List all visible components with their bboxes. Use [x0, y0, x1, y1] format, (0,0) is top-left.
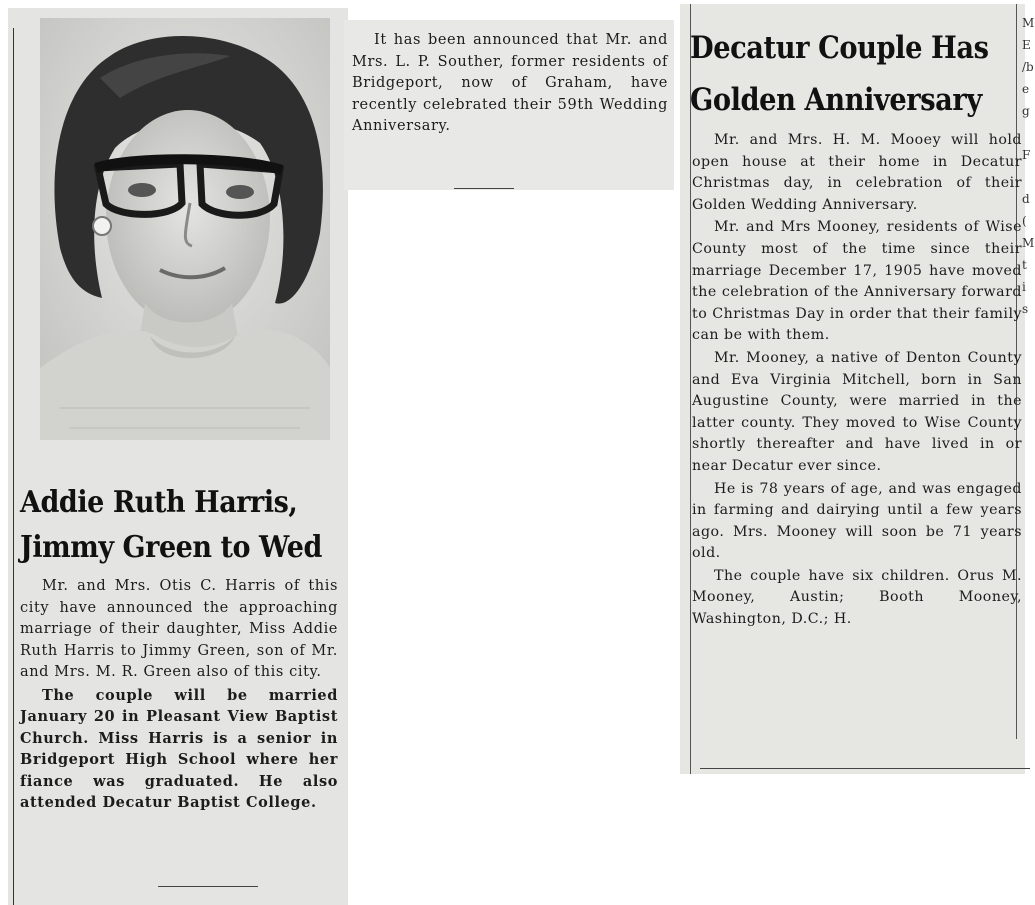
- fragment: e: [1022, 82, 1030, 96]
- wedding-paragraph-2: The couple will be married January 20 in Pleasant View Baptist Church. Miss Harris is a senior in Bridgeport High School where her fiance was graduated. He also attended Decatur Baptist College.: [20, 686, 338, 811]
- wedding-headline-line1: Addie Ruth Harris,: [20, 485, 298, 520]
- anniversary-paragraph-2: Mr. and Mrs Mooney, residents of Wise County most of the time since their marriage December 17, 1905 have moved the celebration of the Anniversary forward to Christmas Day in order that their family can be with them.: [692, 219, 1022, 344]
- anniversary-headline-line1: Decatur Couple Has: [690, 30, 989, 66]
- fragment: M: [1022, 16, 1035, 30]
- end-rule: [700, 768, 1030, 769]
- fragment: i: [1022, 280, 1026, 294]
- wedding-announcement-clipping: [8, 8, 348, 905]
- anniversary-paragraph-5: The couple have six children. Orus M. Mooney, Austin; Booth Mooney, Washington, D.C.; H.: [692, 567, 1022, 628]
- fragment: M: [1022, 236, 1035, 250]
- end-rule: [454, 188, 514, 189]
- anniversary-paragraph-3: Mr. Mooney, a native of Denton County and Eva Virginia Mitchell, born in San Augustine County, were married in the latter county. They moved to Wise County shortly thereafter and have lived in or near Decatur ever since.: [692, 349, 1022, 474]
- souther-anniversary-clipping: [344, 20, 674, 190]
- wedding-paragraph-1: Mr. and Mrs. Otis C. Harris of this city have announced the approaching marriage of their daughter, Miss Addie Ruth Harris to Jimmy Green, son of Mr. and Mrs. M. R. Green also of this city.: [20, 578, 338, 680]
- column-rule: [13, 28, 14, 905]
- fragment-gap: [1022, 166, 1035, 188]
- fragment-gap: [1022, 122, 1035, 144]
- fragment: (: [1022, 214, 1027, 228]
- anniversary-story-body: [692, 130, 1022, 632]
- end-rule: [158, 886, 258, 887]
- souther-story-body: [352, 30, 668, 138]
- fragment: F: [1022, 148, 1031, 162]
- wedding-story-body: [20, 576, 338, 814]
- fragment: E: [1022, 38, 1031, 52]
- golden-anniversary-clipping: [676, 4, 1035, 904]
- fragment: d: [1022, 192, 1030, 206]
- fragment: /b: [1022, 60, 1034, 74]
- bride-portrait-photo: [40, 18, 330, 440]
- wedding-headline: [20, 480, 322, 570]
- anniversary-headline: [690, 22, 989, 126]
- portrait-illustration: [40, 18, 330, 440]
- anniversary-headline-line2: Golden Anniversary: [690, 82, 982, 118]
- fragment: g: [1022, 104, 1030, 118]
- fragment: s: [1022, 302, 1029, 316]
- anniversary-paragraph-1: Mr. and Mrs. H. M. Mooey will hold open house at their home in Decatur Christmas day, in celebration of their Golden Wedding Anniversary.: [692, 132, 1022, 213]
- adjacent-column-fragment: [1022, 12, 1035, 320]
- souther-paragraph: It has been announced that Mr. and Mrs. L. P. Souther, former residents of Bridgeport, now of Graham, have recently celebrated their 59th Wedding Anniversary.: [352, 32, 668, 134]
- clipping-paper: [680, 4, 1025, 774]
- anniversary-paragraph-4: He is 78 years of age, and was engaged in farming and dairying until a few years ago. Mrs. Mooney will soon be 71 years old.: [692, 480, 1022, 562]
- wedding-headline-line2: Jimmy Green to Wed: [20, 530, 322, 565]
- fragment: t: [1022, 258, 1027, 272]
